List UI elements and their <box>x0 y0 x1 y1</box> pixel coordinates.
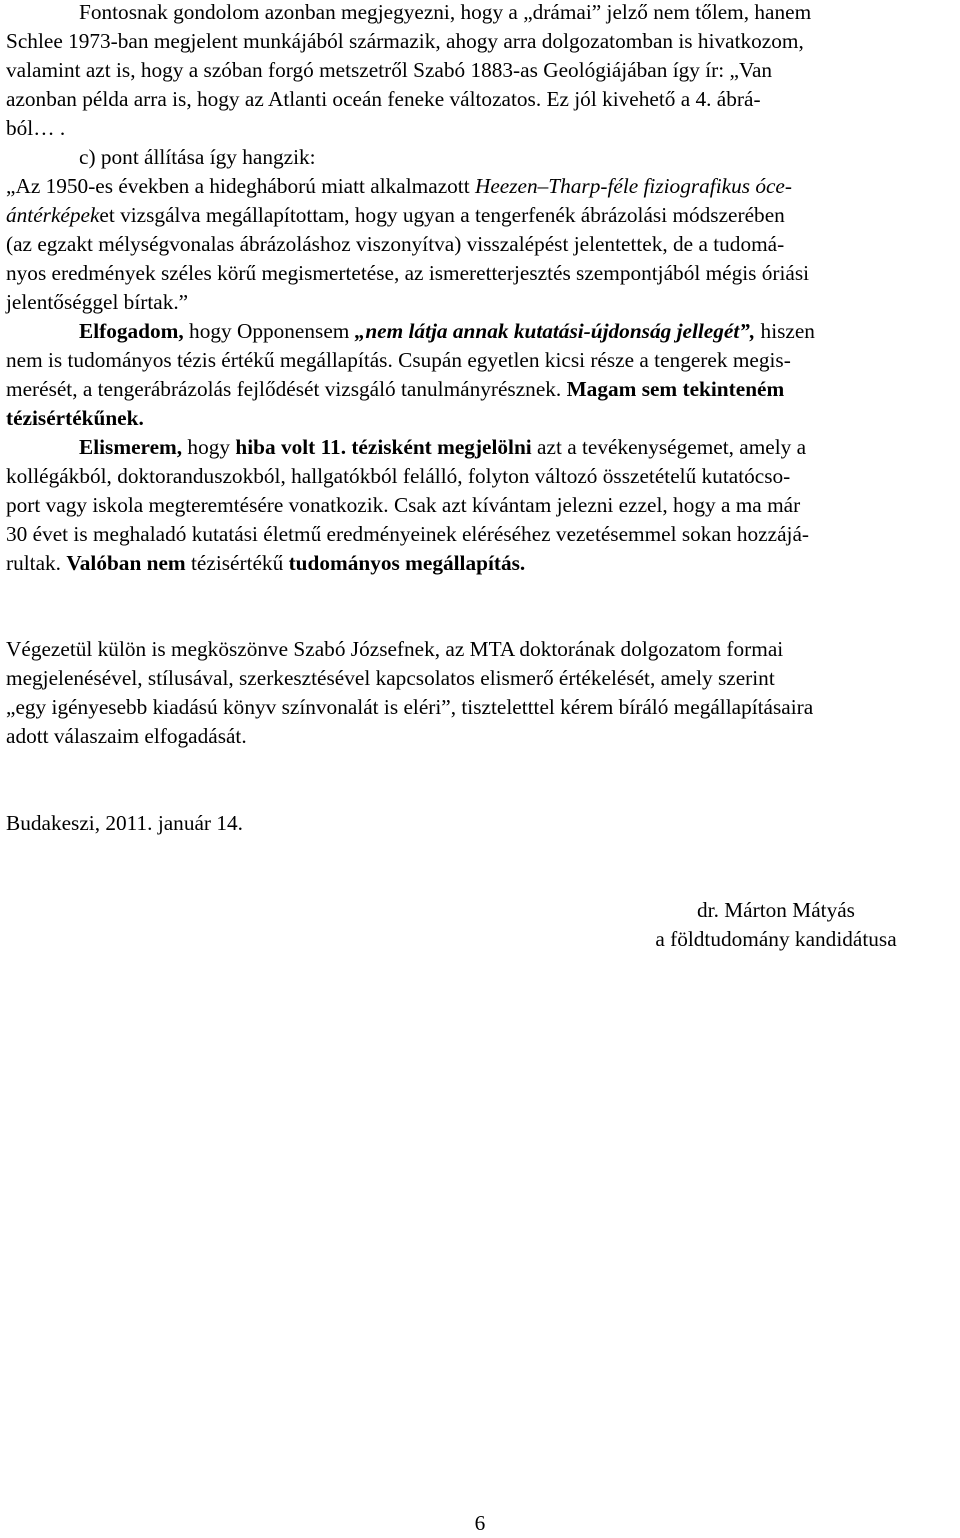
bold-italic-quote: „nem látja annak kutatási-újdonság jellegét”, <box>354 319 756 343</box>
plain-text: rultak. <box>6 551 67 575</box>
text-line: azonban példa arra is, hogy az Atlanti oceán feneke változatos. Ez jól kivehető a 4. ábrá- <box>6 87 761 111</box>
text-line: nem is tudományos tézis értékű megállapítás. Csupán egyetlen kicsi része a tengerek megis- <box>6 348 791 372</box>
bold-text: Elismerem, <box>79 435 183 459</box>
paragraph-schlee-note <box>6 0 955 143</box>
text-line <box>6 404 955 433</box>
signature-name: dr. Márton Mátyás <box>697 898 855 922</box>
text-line: „egy igényesebb kiadású könyv színvonalát is eléri”, tiszteletttel kérem bíráló megállapításaira <box>6 695 814 719</box>
text-line <box>6 172 955 201</box>
text-line: Végezetül külön is megköszönve Szabó Józsefnek, az MTA doktorának dolgozatom formai <box>6 637 784 661</box>
text-line: kollégákból, doktoranduszokból, hallgatókból felálló, folyton változó összetételű kutatócso- <box>6 464 791 488</box>
text-line: port vagy iskola megteremtésére vonatkozik. Csak azt kívántam jelezni ezzel, hogy a ma már <box>6 493 801 517</box>
text-line <box>6 317 955 346</box>
italic-term: Heezen–Tharp-féle fiziografikus óce- <box>474 174 792 198</box>
text-line: Schlee 1973-ban megjelent munkájából származik, ahogy arra dolgozatomban is hivatkozom, <box>6 29 804 53</box>
place-date <box>6 809 955 838</box>
bold-text: Magam sem tekinteném <box>566 377 785 401</box>
text-line <box>6 549 955 578</box>
quote-text: et vizsgálva megállapítottam, hogy ugyan a tengerfenék ábrázolási módszerében <box>99 203 785 227</box>
paragraph-quoted-statement <box>6 172 955 317</box>
paragraph-elfogadom <box>6 317 955 433</box>
bold-text: tézisértékűnek. <box>6 406 144 430</box>
plain-text: tézisértékű <box>185 551 289 575</box>
quote-text: „Az 1950-es években a hidegháború miatt alkalmazott <box>6 174 475 198</box>
text-line: valamint azt is, hogy a szóban forgó metszetről Szabó 1883-as Geológiájában így ír: „Van <box>6 58 773 82</box>
paragraph-point-c-intro <box>6 143 955 172</box>
paragraph-elismerem <box>6 433 955 578</box>
text-line: ból… . <box>6 116 66 140</box>
signature-title: a földtudomány kandidátusa <box>655 927 897 951</box>
text-line: Fontosnak gondolom azonban megjegyezni, hogy a „drámai” jelző nem tőlem, hanem <box>79 0 812 24</box>
text-line: nyos eredmények széles körű megismertetése, az ismeretterjesztés szempontjából mégis óriási <box>6 261 810 285</box>
page-number: 6 <box>474 1511 486 1535</box>
text-line: (az egzakt mélységvonalas ábrázoláshoz viszonyítva) visszalépést jelentettek, de a tudomá- <box>6 232 785 256</box>
text-line <box>6 433 955 462</box>
text-line <box>6 375 955 404</box>
signature-block <box>616 896 936 954</box>
plain-text: hogy Opponensem <box>183 319 355 343</box>
paragraph-closing <box>6 635 955 751</box>
text-line: c) pont állítása így hangzik: <box>79 145 316 169</box>
plain-text: merését, a tengerábrázolás fejlődését vizsgáló tanulmányrésznek. <box>6 377 567 401</box>
plain-text: hiszen <box>755 319 815 343</box>
text-line <box>6 201 955 230</box>
bold-text: Elfogadom, <box>79 319 184 343</box>
plain-text: azt a tevékenységemet, amely a <box>531 435 807 459</box>
text-line: jelentőséggel bírtak.” <box>6 290 189 314</box>
bold-text: Valóban nem <box>66 551 186 575</box>
bold-text: tudományos megállapítás. <box>288 551 526 575</box>
place-date-text: Budakeszi, 2011. január 14. <box>6 811 243 835</box>
italic-term: ántérképek <box>6 203 100 227</box>
text-line: megjelenésével, stílusával, szerkesztésével kapcsolatos elismerő értékelését, amely szerint <box>6 666 775 690</box>
bold-text: hiba volt 11. tézisként megjelölni <box>235 435 532 459</box>
text-line: 30 évet is meghaladó kutatási életmű eredményeinek eléréséhez vezetésemmel sokan hozzájá- <box>6 522 810 546</box>
plain-text: hogy <box>182 435 236 459</box>
text-line: adott válaszaim elfogadását. <box>6 724 247 748</box>
